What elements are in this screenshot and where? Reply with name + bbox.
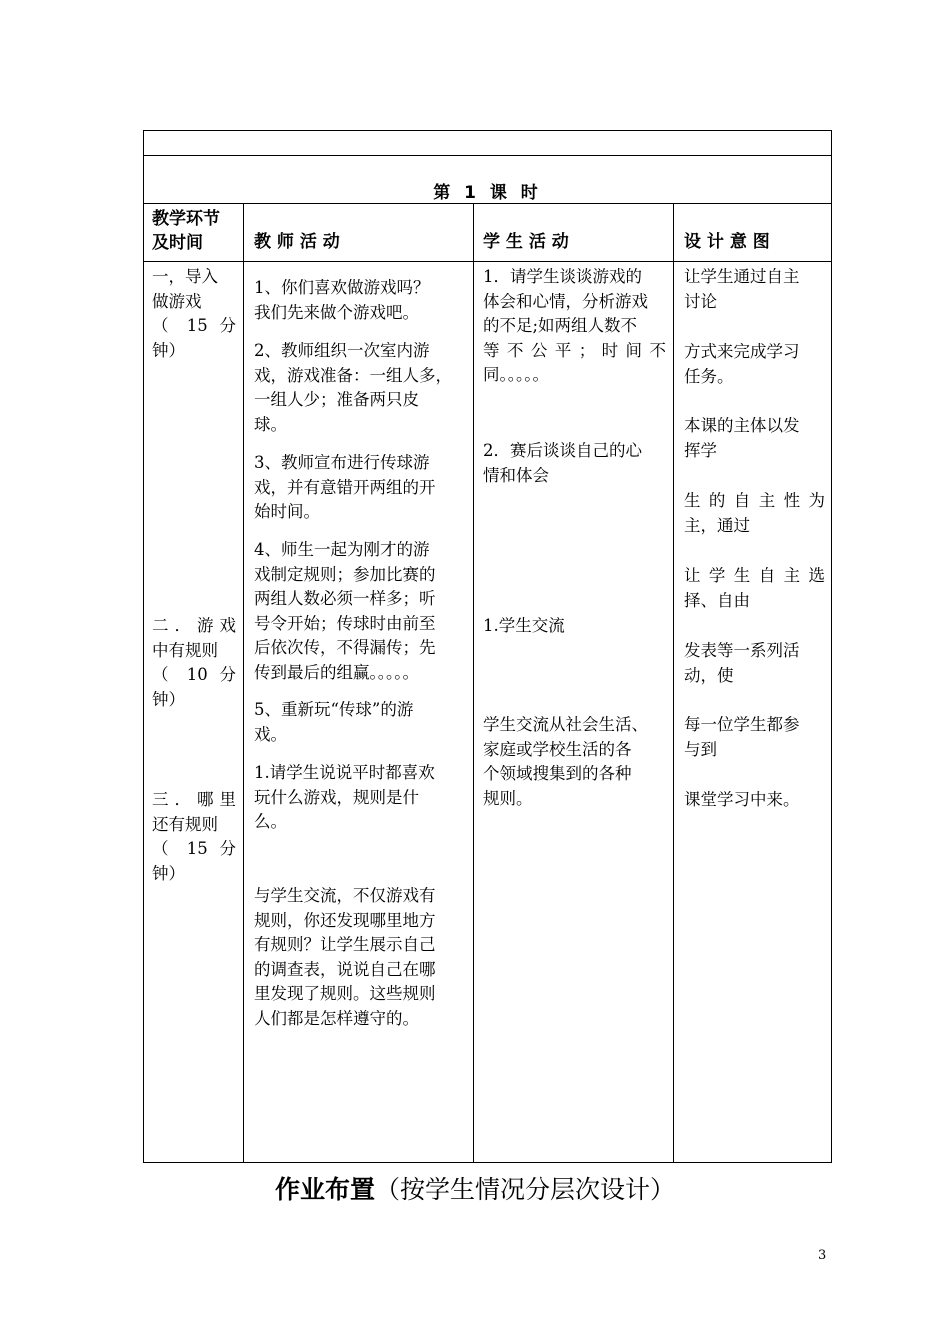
text-line: 4、师生一起为刚才的游 (254, 540, 430, 559)
text-line: 讨论 (684, 291, 717, 311)
text-line: 1、你们喜欢做游戏吗？ (254, 278, 430, 297)
text-line: 方式来完成学习 (684, 342, 800, 361)
text-line: 的不足;如两组人数不 (483, 316, 638, 335)
text-line: 与到 (684, 739, 717, 759)
text-line: 球。 (254, 414, 287, 434)
stage-line: 二．游戏 (152, 616, 236, 635)
design-intent-5 (684, 564, 825, 613)
design-intent-8 (684, 788, 825, 813)
stage-line: 做游戏 (152, 291, 202, 311)
header-design: 设 计 意 图 (684, 232, 770, 252)
header-stage-line2: 及时间 (152, 233, 203, 253)
stage-line: 三．哪里 (152, 790, 236, 809)
stage-2 (152, 614, 236, 712)
student-activity-4 (483, 713, 666, 811)
teacher-activity-4 (254, 538, 468, 685)
text-line: 3、教师宣布进行传球游 (254, 453, 430, 472)
text-line: 与学生交流，不仅游戏有 (254, 886, 436, 905)
page-number: 3 (818, 1248, 827, 1263)
header-student: 学 生 活 动 (483, 232, 569, 252)
teacher-activity-2 (254, 339, 468, 437)
text-line: 号令开始；传球时由前至 (254, 613, 436, 633)
text-line: 的调查表，说说自己在哪 (254, 959, 436, 979)
text-line: 2、教师组织一次室内游 (254, 341, 430, 360)
table-rule-title (143, 203, 832, 204)
text-line: 戏，游戏准备：一组人多， (254, 365, 452, 385)
stage-line: （ 15 分 (152, 316, 236, 335)
homework-heading (0, 1170, 950, 1206)
text-line: 任务。 (684, 366, 734, 386)
stage-line: 中有规则 (152, 640, 218, 660)
teacher-activity-5 (254, 698, 468, 747)
text-line: 个领域搜集到的各种 (483, 764, 632, 783)
text-line: 我们先来做个游戏吧。 (254, 302, 419, 322)
stage-line: 还有规则 (152, 814, 218, 834)
table-rule-top (143, 155, 832, 156)
design-intent-2 (684, 340, 825, 389)
text-line: 里发现了规则。这些规则 (254, 984, 436, 1003)
text-line: 主，通过 (684, 515, 750, 535)
teacher-activity-1 (254, 276, 468, 325)
text-line: 家庭或学校生活的各 (483, 739, 632, 759)
text-line: 让学生通过自主 (684, 267, 800, 286)
text-line: 课堂学习中来。 (684, 790, 800, 809)
text-line: 体会和心情，分析游戏 (483, 291, 648, 311)
stage-line: （ 10 分 (152, 665, 236, 684)
design-intent-7 (684, 713, 825, 762)
text-line: 始时间。 (254, 502, 320, 521)
text-line: 两组人数必须一样多；听 (254, 589, 436, 608)
header-stage (152, 207, 220, 255)
student-activity-3 (483, 614, 666, 639)
stage-line: 钟） (152, 863, 185, 883)
header-stage-line1: 教学环节 (152, 209, 220, 229)
text-line: 挥学 (684, 440, 717, 460)
text-line: 每一位学生都参 (684, 715, 800, 734)
text-line: 2．赛后谈谈自己的心 (483, 441, 642, 460)
design-intent-4 (684, 489, 825, 538)
text-line: 戏。 (254, 724, 287, 744)
text-line: 1.学生交流 (483, 616, 565, 635)
teacher-activity-6 (254, 761, 468, 835)
stage-line: （ 15 分 (152, 839, 236, 858)
stage-line: 一，导入 (152, 267, 218, 286)
text-line: 传到最后的组赢。。。。。 (254, 662, 419, 682)
text-line: 生 的 自 主 性 为 (684, 491, 825, 510)
text-line: 同。。。。。 (483, 365, 549, 384)
student-activity-2 (483, 439, 666, 488)
text-line: 后依次传，不得漏传；先 (254, 638, 436, 657)
teacher-activity-7 (254, 884, 468, 1031)
teacher-activity-3 (254, 451, 468, 525)
text-line: 让 学 生 自 主 选 (684, 566, 825, 585)
col-divider-3 (673, 203, 674, 1162)
homework-heading-bold: 作业布置 (274, 1175, 375, 1204)
stage-1 (152, 265, 236, 363)
design-intent-1 (684, 265, 825, 314)
text-line: 一组人少；准备两只皮 (254, 390, 419, 409)
text-line: 人们都是怎样遵守的。 (254, 1008, 419, 1028)
text-line: 玩什么游戏，规则是什 (254, 787, 419, 807)
text-line: 本课的主体以发 (684, 416, 800, 435)
homework-heading-note: （按学生情况分层次设计） (375, 1175, 676, 1204)
text-line: 1．请学生谈谈游戏的 (483, 267, 642, 286)
col-divider-2 (473, 203, 474, 1162)
design-intent-6 (684, 639, 825, 688)
student-activity-1 (483, 265, 666, 388)
text-line: 1.请学生说说平时都喜欢 (254, 763, 435, 782)
text-line: 戏制定规则；参加比赛的 (254, 564, 436, 584)
text-line: 择、自由 (684, 590, 750, 610)
text-line: 情和体会 (483, 465, 549, 485)
text-line: 戏，并有意错开两组的开 (254, 477, 436, 497)
table-rule-header (143, 261, 832, 262)
session-title: 第 1 课 时 (433, 183, 542, 203)
text-line: 规则，你还发现哪里地方 (254, 910, 436, 930)
text-line: 等 不 公 平 ； 时 间 不 (483, 340, 666, 360)
text-line: 动，使 (684, 665, 734, 685)
stage-line: 钟） (152, 340, 185, 360)
header-teacher: 教 师 活 动 (254, 232, 340, 252)
stage-3 (152, 788, 236, 886)
text-line: 么。 (254, 812, 287, 831)
stage-line: 钟） (152, 689, 185, 709)
text-line: 规则。 (483, 788, 533, 808)
design-intent-3 (684, 414, 825, 463)
text-line: 发表等一系列活 (684, 641, 800, 660)
text-line: 5、重新玩“传球”的游 (254, 700, 414, 719)
col-divider-1 (243, 203, 244, 1162)
text-line: 学生交流从社会生活、 (483, 715, 648, 734)
text-line: 有规则？让学生展示自己 (254, 935, 436, 954)
